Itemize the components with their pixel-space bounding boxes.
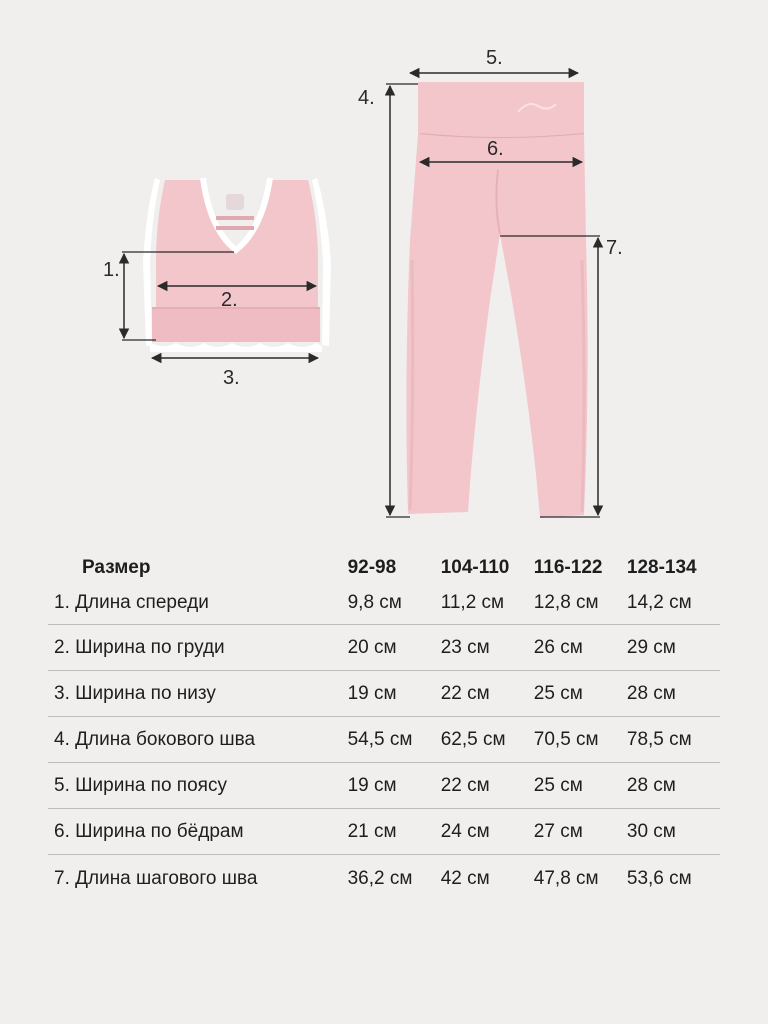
measurement-value: 27 см — [534, 809, 627, 855]
measurement-value: 9,8 см — [347, 592, 402, 613]
measurement-value: 47,8 см — [534, 855, 627, 904]
table-row — [48, 855, 720, 904]
measurement-value: 12,8 см — [533, 592, 599, 613]
dim-label-3: 3. — [223, 367, 240, 389]
measurement-value: 78,5 см — [627, 717, 720, 763]
dim-label-4: 4. — [358, 87, 375, 109]
measurement-value: 28 см — [627, 763, 720, 809]
measurement-value: 26 см — [534, 625, 627, 671]
measurement-value: 19 см — [348, 763, 441, 809]
measurement-name: 7. Длина шагового шва — [48, 855, 348, 904]
measurement-name: 5. Ширина по поясу — [48, 763, 348, 809]
measurement-value: 25 см — [534, 763, 627, 809]
measurement-value: 62,5 см — [441, 717, 534, 763]
measurement-value: 29 см — [627, 625, 720, 671]
table-row — [48, 717, 720, 763]
measurement-value: 53,6 см — [627, 855, 720, 904]
measurement-value: 22 см — [441, 763, 534, 809]
dim-label-7: 7. — [606, 237, 623, 259]
measurement-name: 3. Ширина по низу — [48, 671, 348, 717]
dim-label-6: 6. — [487, 138, 504, 160]
measurement-name: 4. Длина бокового шва — [48, 717, 348, 763]
crop-top-image — [143, 178, 331, 352]
measurement-value: 14,2 см — [626, 592, 692, 613]
dim-label-2: 2. — [221, 289, 238, 311]
measurement-value: 36,2 см — [348, 855, 441, 904]
measurement-value: 30 см — [627, 809, 720, 855]
dimension-5 — [410, 47, 578, 73]
table-row — [48, 588, 720, 625]
header-size-116-122: 116-122 — [533, 557, 603, 578]
measurement-value: 42 см — [441, 855, 534, 904]
measurement-value: 23 см — [441, 625, 534, 671]
measurement-value: 24 см — [441, 809, 534, 855]
dim-label-1: 1. — [103, 259, 120, 281]
measurement-value: 25 см — [534, 671, 627, 717]
measurement-value: 20 см — [348, 625, 441, 671]
measurement-value: 11,2 см — [440, 592, 505, 613]
measurement-name: 2. Ширина по груди — [48, 625, 348, 671]
header-size-92-98: 92-98 — [347, 557, 397, 578]
table-row — [48, 671, 720, 717]
size-chart-table — [48, 548, 720, 903]
measurement-value: 22 см — [441, 671, 534, 717]
table-row — [48, 809, 720, 855]
header-size-128-134: 128-134 — [626, 557, 697, 578]
measurement-value: 54,5 см — [348, 717, 441, 763]
measurement-name: 6. Ширина по бёдрам — [48, 809, 348, 855]
table-header-row — [48, 548, 720, 588]
header-size-label: Размер — [82, 557, 151, 578]
measurement-value: 28 см — [627, 671, 720, 717]
dim-label-5: 5. — [486, 47, 503, 69]
measurement-name: 1. Длина спереди — [54, 592, 209, 613]
table-row — [48, 625, 720, 671]
dimension-3 — [152, 358, 318, 389]
table-row — [48, 763, 720, 809]
header-size-104-110: 104-110 — [440, 557, 510, 578]
measurement-value: 21 см — [348, 809, 441, 855]
measurement-value: 70,5 см — [534, 717, 627, 763]
measurement-value: 19 см — [348, 671, 441, 717]
